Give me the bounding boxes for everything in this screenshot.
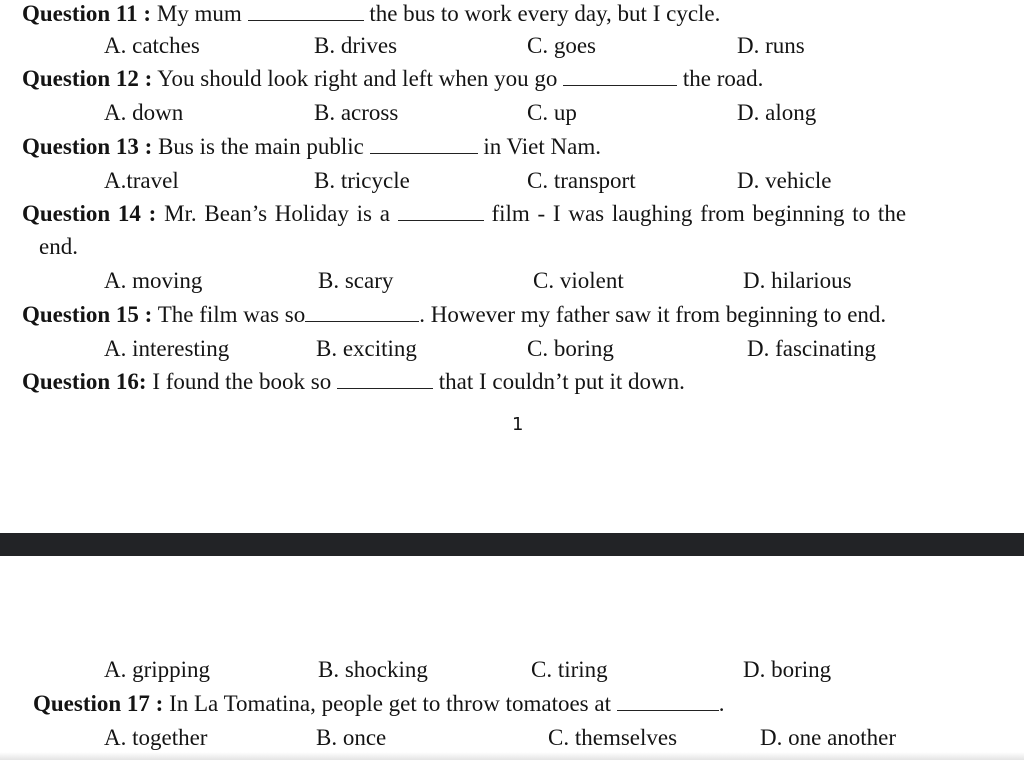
option-a: A. moving — [104, 268, 203, 293]
option-a: A. interesting — [104, 336, 230, 361]
answer-blank — [563, 69, 677, 86]
question-text: film - I was laughing from beginning to the — [491, 201, 907, 226]
option-a: A. down — [104, 100, 184, 125]
question-number: Question 11 : — [22, 1, 152, 26]
answer-blank — [248, 4, 364, 21]
option-b: B. across — [314, 100, 399, 125]
question-text: In La Tomatina, people get to throw tomatoes at — [169, 691, 611, 716]
option-c: C. tiring — [531, 657, 608, 682]
option-d: D. one another — [760, 725, 897, 750]
question-text: that I couldn’t put it down. — [438, 369, 685, 394]
option-d: D. fascinating — [747, 336, 877, 361]
question-text: Bus is the main public — [158, 134, 364, 159]
option-d: D. boring — [743, 657, 832, 682]
option-c: C. transport — [527, 168, 636, 193]
option-d: D. along — [737, 100, 817, 125]
answer-blank — [370, 137, 478, 154]
option-b: B. once — [316, 725, 387, 750]
question-text: You should look right and left when you go — [157, 66, 558, 91]
option-a: A. catches — [104, 33, 200, 58]
question-number: Question 12 : — [22, 66, 153, 91]
option-d: D. runs — [737, 33, 805, 58]
question-11 — [22, 2, 720, 25]
question-text: the bus to work every day, but I cycle. — [369, 1, 721, 26]
page-divider — [0, 533, 1024, 556]
question-17 — [33, 692, 724, 715]
question-text: The film was so — [157, 302, 306, 327]
question-14 — [22, 202, 906, 225]
option-c: C. goes — [527, 33, 596, 58]
option-c: C. boring — [527, 336, 614, 361]
question-number: Question 16: — [22, 369, 147, 394]
question-number: Question 15 : — [22, 302, 153, 327]
option-b: B. drives — [314, 33, 398, 58]
page-number: 1 — [512, 414, 524, 435]
option-b: B. tricycle — [314, 168, 410, 193]
option-a: A. gripping — [104, 657, 211, 682]
question-15 — [22, 303, 886, 326]
question-text: the road. — [682, 66, 764, 91]
option-c: C. violent — [533, 268, 624, 293]
question-text: . — [718, 691, 725, 716]
question-16 — [22, 370, 685, 393]
question-number: Question 13 : — [22, 134, 153, 159]
option-d: D. hilarious — [743, 268, 852, 293]
question-text: Mr. Bean’s Holiday is a — [164, 201, 390, 226]
option-b: B. shocking — [318, 657, 428, 682]
answer-blank — [398, 204, 484, 221]
question-text: I found the book so — [152, 369, 332, 394]
option-b: B. exciting — [316, 336, 417, 361]
option-d: D. vehicle — [737, 168, 832, 193]
option-a: A. together — [104, 725, 208, 750]
question-text: My mum — [156, 1, 242, 26]
answer-blank — [305, 305, 419, 322]
question-text-continuation: end. — [39, 234, 78, 259]
page-edge-shadow — [0, 752, 1024, 760]
answer-blank — [337, 372, 433, 389]
question-text: . However my father saw it from beginning to end. — [419, 302, 887, 327]
option-c: C. themselves — [548, 725, 678, 750]
question-13 — [22, 135, 601, 158]
option-c: C. up — [527, 100, 577, 125]
option-a: A.travel — [104, 168, 179, 193]
question-12 — [22, 67, 763, 90]
question-text: in Viet Nam. — [483, 134, 601, 159]
question-number: Question 14 : — [22, 201, 157, 226]
answer-blank — [617, 694, 719, 711]
question-number: Question 17 : — [33, 691, 164, 716]
option-b: B. scary — [318, 268, 394, 293]
